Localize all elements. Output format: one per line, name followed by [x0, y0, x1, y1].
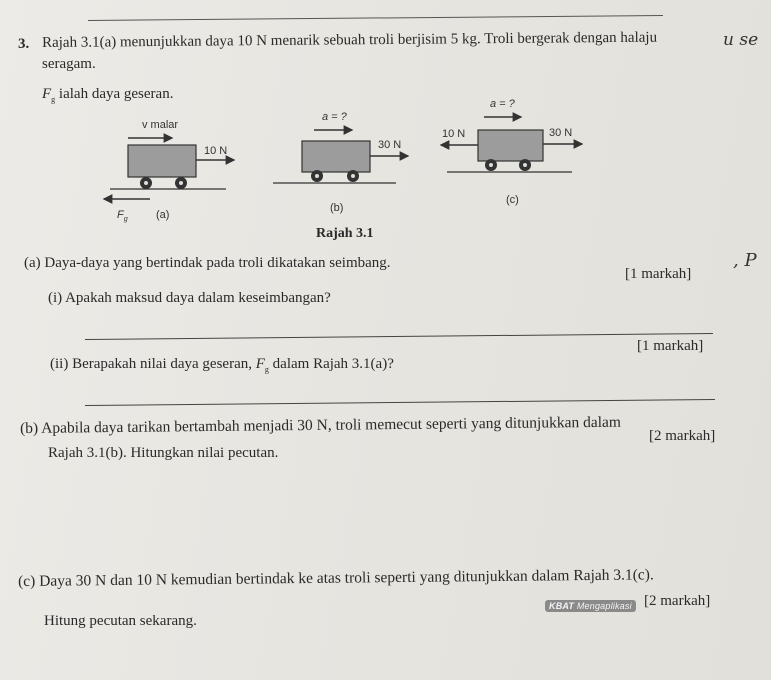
force-right-label-c: 30 N — [549, 127, 573, 139]
part-c-line2: Hitung pecutan sekarang. — [44, 613, 197, 629]
answer-line-a-i[interactable] — [85, 333, 713, 340]
part-c-badge-group — [545, 596, 636, 614]
question-number: 3. — [18, 36, 30, 52]
kbat-badge: KBAT Mengaplikasi — [545, 600, 636, 612]
force-label-b: 30 N — [378, 139, 402, 151]
force-left-label-c: 10 N — [442, 128, 466, 140]
trolley-body-c — [478, 130, 543, 161]
margin-note-mid: , P — [733, 250, 757, 271]
accel-label-b: a = ? — [322, 111, 347, 123]
accel-label-c: a = ? — [490, 98, 515, 110]
figure-label-c: (c) — [506, 194, 519, 206]
friction-label-a: $F_g$ — [117, 209, 128, 223]
margin-note-top: u se — [723, 30, 759, 50]
answer-line-a-ii[interactable] — [85, 399, 715, 406]
part-b-line1: (b) Apabila daya tarikan bertambah menjadi 30 N, troli memecut seperti yang ditunjukkan dalam — [20, 413, 622, 437]
velocity-label-a: v malar — [142, 119, 179, 131]
part-a-i-text: (i) Apakah maksud daya dalam keseimbangan? — [48, 290, 331, 306]
figure-caption: Rajah 3.1 — [316, 226, 374, 241]
figure-rajah-3-1 — [0, 0, 771, 250]
part-a-ii-marks: [1 markah] — [637, 338, 704, 354]
part-a-ii-subscript: g — [264, 365, 269, 374]
part-c-line1: (c) Daya 30 N dan 10 N kemudian bertindak ke atas troli seperti yang ditunjukkan dalam Rajah 3.1(c). — [18, 566, 654, 590]
friction-symbol: F — [42, 86, 52, 102]
friction-text: ialah daya geseran. — [58, 86, 174, 102]
part-b-marks: [2 markah] — [649, 428, 716, 444]
part-a-ii-text-post: dalam Rajah 3.1(a)? — [272, 356, 394, 372]
friction-subscript: g — [51, 95, 56, 104]
part-b-line2: Rajah 3.1(b). Hitungkan nilai pecutan. — [48, 445, 279, 461]
trolley-body-a — [128, 145, 196, 177]
part-c-marks: [2 markah] — [644, 593, 711, 609]
part-a-ii-text — [50, 356, 394, 374]
part-a-text: (a) Daya-daya yang bertindak pada troli dikatakan seimbang. — [24, 255, 391, 271]
part-a-i-marks: [1 markah] — [625, 266, 692, 282]
trolley-body-b — [302, 141, 370, 172]
force-label-a: 10 N — [204, 145, 228, 157]
trolley-a — [104, 119, 234, 223]
trolley-b — [273, 111, 408, 214]
part-a-ii-text-pre: (ii) Berapakah nilai daya geseran, — [50, 356, 252, 372]
part-a-ii-symbol: F — [255, 356, 265, 372]
question-intro-line1: Rajah 3.1(a) menunjukkan daya 10 N menarik sebuah troli berjisim 5 kg. Troli bergerak dengan halaju — [42, 29, 658, 51]
figure-label-b: (b) — [330, 202, 344, 214]
trolley-c — [441, 98, 582, 206]
figure-label-a: (a) — [156, 209, 170, 221]
question-intro-line2: seragam. — [42, 56, 96, 72]
